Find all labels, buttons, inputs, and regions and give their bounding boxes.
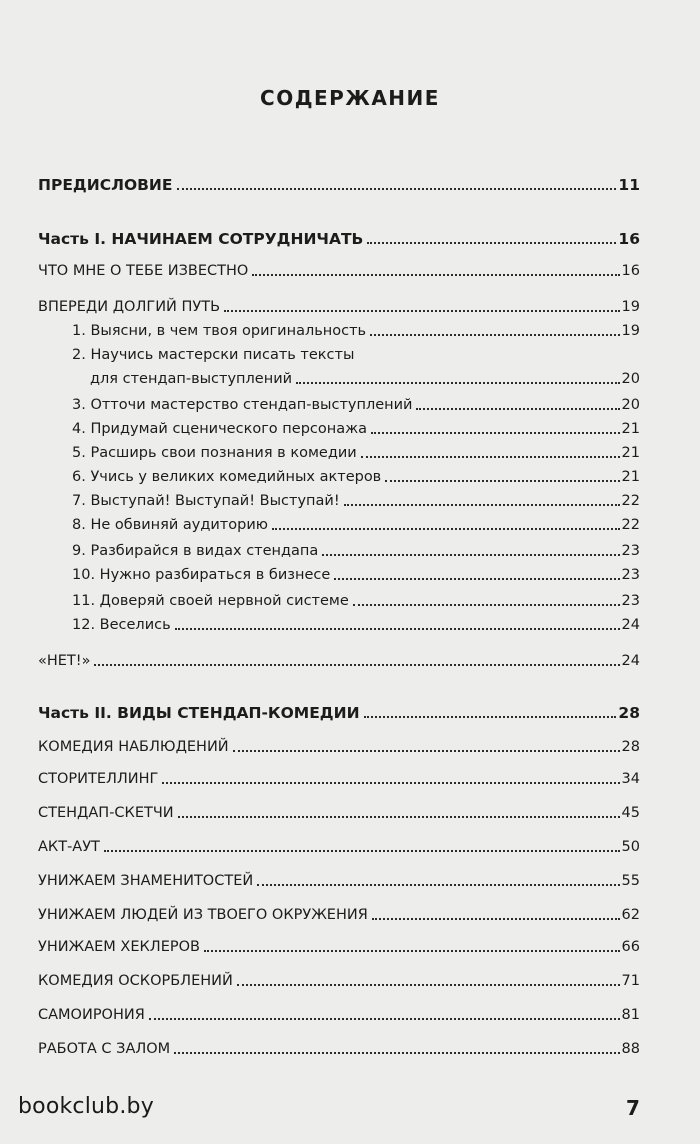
toc-subentry: 12. Веселись 24 xyxy=(72,617,640,633)
toc-entry: «НЕТ!» 24 xyxy=(38,653,640,669)
toc-subentry: 6. Учись у великих комедийных актеров 21 xyxy=(72,469,640,485)
toc-entry: ЧТО МНЕ О ТЕБЕ ИЗВЕСТНО 16 xyxy=(38,263,640,279)
toc-entry: УНИЖАЕМ ЛЮДЕЙ ИЗ ТВОЕГО ОКРУЖЕНИЯ 62 xyxy=(38,907,640,923)
toc-entry: УНИЖАЕМ ЗНАМЕНИТОСТЕЙ 55 xyxy=(38,873,640,889)
toc-entry: АКТ-АУТ 50 xyxy=(38,839,640,855)
toc-entry-part-1: Часть I. НАЧИНАЕМ СОТРУДНИЧАТЬ 16 xyxy=(38,230,640,248)
toc-subentry: 2. Научись мастерски писать тексты xyxy=(72,347,355,363)
toc-subentry-continuation: для стендап-выступлений 20 xyxy=(90,371,640,387)
toc-entry-preface: ПРЕДИСЛОВИЕ 11 xyxy=(38,176,640,194)
toc-subentry: 3. Отточи мастерство стендап-выступлений 20 xyxy=(72,397,640,413)
toc-subentry: 10. Нужно разбираться в бизнесе 23 xyxy=(72,567,640,583)
toc-entry: УНИЖАЕМ ХЕКЛЕРОВ 66 xyxy=(38,939,640,955)
toc-subentry: 1. Выясни, в чем твоя оригинальность 19 xyxy=(72,323,640,339)
toc-entry: САМОИРОНИЯ 81 xyxy=(38,1007,640,1023)
toc-subentry: 9. Разбирайся в видах стендапа 23 xyxy=(72,543,640,559)
site-watermark: bookclub.by xyxy=(18,1094,154,1119)
toc-entry: СТЕНДАП-СКЕТЧИ 45 xyxy=(38,805,640,821)
toc-entry-part-2: Часть II. ВИДЫ СТЕНДАП-КОМЕДИИ 28 xyxy=(38,704,640,722)
toc-subentry: 7. Выступай! Выступай! Выступай! 22 xyxy=(72,493,640,509)
toc-entry: ВПЕРЕДИ ДОЛГИЙ ПУТЬ 19 xyxy=(38,299,640,315)
toc-entry: СТОРИТЕЛЛИНГ 34 xyxy=(38,771,640,787)
toc-entry: КОМЕДИЯ ОСКОРБЛЕНИЙ 71 xyxy=(38,973,640,989)
toc-subentry: 4. Придумай сценического персонажа 21 xyxy=(72,421,640,437)
toc-entry: КОМЕДИЯ НАБЛЮДЕНИЙ 28 xyxy=(38,739,640,755)
toc-subentry: 5. Расширь свои познания в комедии 21 xyxy=(72,445,640,461)
page-number: 7 xyxy=(626,1096,640,1120)
page-title: СОДЕРЖАНИЕ xyxy=(260,86,440,110)
toc-subentry: 11. Доверяй своей нервной системе 23 xyxy=(72,593,640,609)
toc-subentry: 8. Не обвиняй аудиторию 22 xyxy=(72,517,640,533)
toc-entry: РАБОТА С ЗАЛОМ 88 xyxy=(38,1041,640,1057)
